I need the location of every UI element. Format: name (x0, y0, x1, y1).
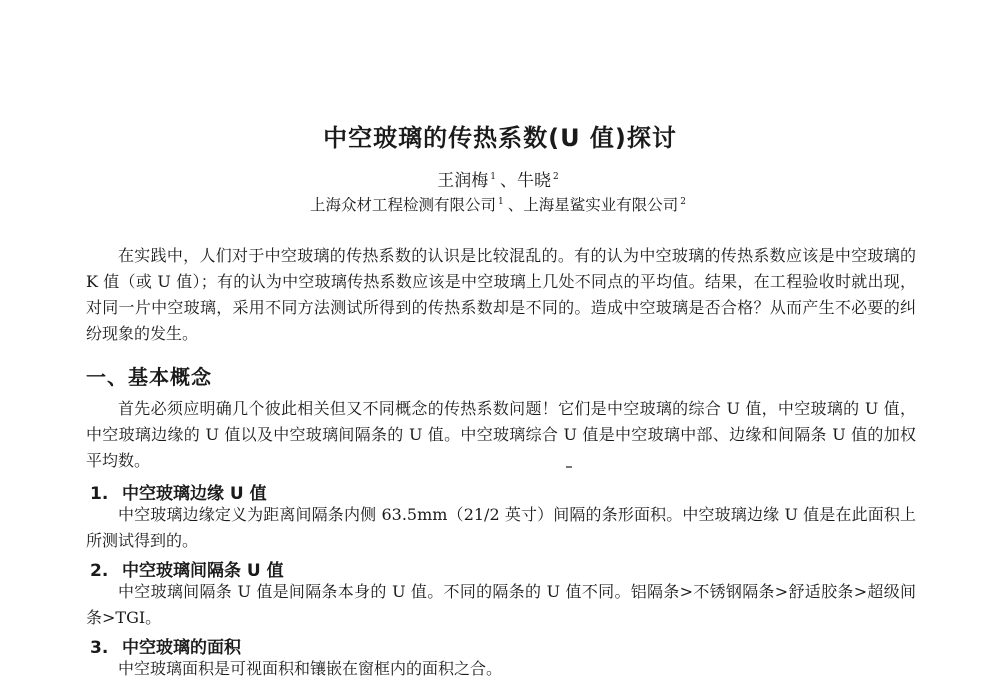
author-separator: 、 (500, 171, 517, 191)
subsection-heading (90, 633, 241, 658)
affiliation-separator: 、 (507, 196, 524, 214)
affiliation-name: 上海星鲨实业有限公司 (523, 196, 679, 214)
intro-paragraph: 在实践中，人们对于中空玻璃的传热系数的认识是比较混乱的。有的认为中空玻璃的传热系数应该是中空玻璃的 K 值（或 U 值）；有的认为中空玻璃传热系数应该是中空玻璃上几处不同点的平均值。结果，在工程验收时就出现，对同一片中空玻璃，采用不同方法测试所得到的传热系数却是不同的。造成中空玻璃是否合格？从而产生不必要的纠纷现象的发生。 (86, 246, 916, 343)
affiliation-line (0, 193, 1000, 215)
author-affil-mark: 1 (490, 172, 496, 183)
section-paragraph: 首先必须应明确几个彼此相关但又不同概念的传热系数问题！它们是中空玻璃的综合 U 值，中空玻璃的 U 值，中空玻璃边缘的 U 值以及中空玻璃间隔条的 U 值。中空玻璃综合 U 值是中空玻璃中部、边缘和间隔条 U 值的加权平均数。 (86, 399, 916, 470)
subsection-title: 中空玻璃间隔条 U 值 (122, 561, 284, 581)
paper-title: 中空玻璃的传热系数(U 值)探讨 (323, 124, 677, 152)
subsection-heading (90, 479, 267, 504)
subsection-number: 1. (90, 484, 109, 504)
subsection-paragraph: 中空玻璃间隔条 U 值是间隔条本身的 U 值。不同的隔条的 U 值不同。铝隔条>不锈钢隔条>舒适胶条>超级间条>TGI。 (86, 582, 916, 627)
subsection-number: 3. (90, 638, 109, 658)
subsection-title: 中空玻璃边缘 U 值 (122, 484, 267, 504)
author-line (0, 166, 1000, 191)
affiliation-name: 上海众材工程检测有限公司 (309, 196, 496, 214)
subsection-title: 中空玻璃的面积 (122, 638, 241, 658)
subsection-heading (90, 556, 284, 581)
author-name: 牛晓 (517, 171, 551, 191)
scan-artifact (566, 466, 572, 468)
affiliation-mark: 1 (498, 196, 504, 207)
section-heading: 一、基本概念 (86, 365, 212, 389)
subsection-paragraph: 中空玻璃面积是可视面积和镶嵌在窗框内的面积之合。 (118, 659, 503, 678)
author-name: 王润梅 (437, 171, 489, 191)
author-affil-mark: 2 (553, 172, 559, 183)
affiliation-mark: 2 (680, 196, 686, 207)
subsection-number: 2. (90, 561, 109, 581)
subsection-paragraph: 中空玻璃边缘定义为距离间隔条内侧 63.5mm（21/2 英寸）间隔的条形面积。中空玻璃边缘 U 值是在此面积上所测试得到的。 (86, 505, 916, 550)
